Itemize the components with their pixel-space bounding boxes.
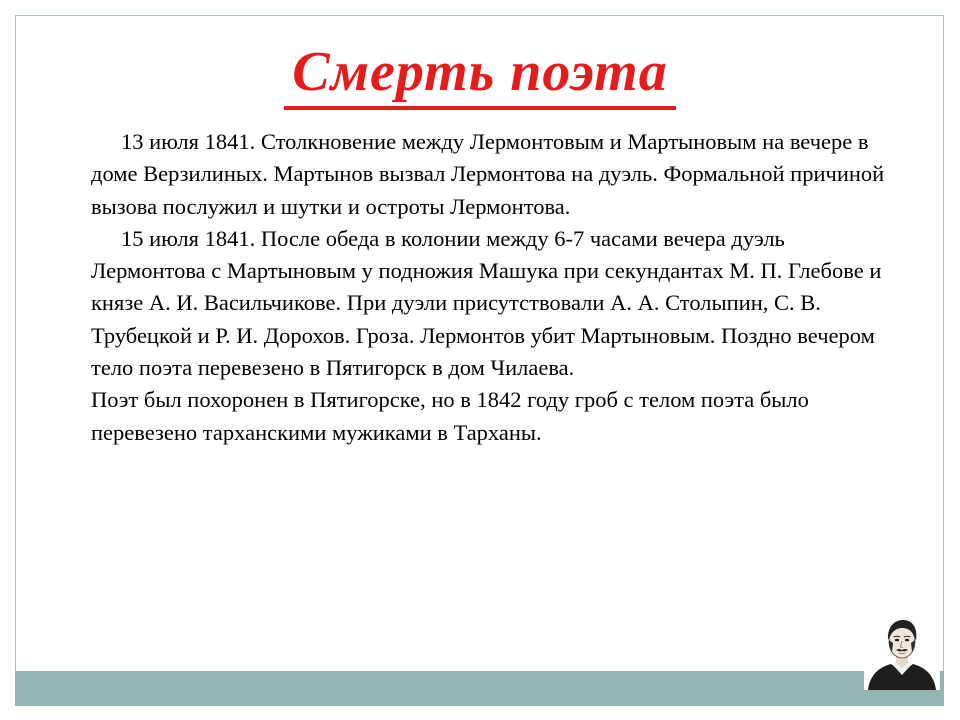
footer-bar: [15, 671, 944, 706]
slide-title: Смерть поэта: [284, 42, 675, 110]
title-container: [0, 42, 960, 110]
lermontov-portrait-icon: [864, 612, 940, 690]
paragraph-duel-challenge: 13 июля 1841. Столкновение между Лермонтовым и Мартыновым на вечере в доме Верзилиных. Мартынов вызвал Лермонтова на дуэль. Формальной причиной вызова послужил и шутки и остроты Лермонтова.: [91, 129, 885, 219]
paragraph-duel-death: 15 июля 1841. После обеда в колонии между 6-7 часами вечера дуэль Лермонтова с Мартыновым у подножия Машука при секундантах М. П. Глебове и князе А. И. Васильчикове. При дуэли присутствовали А. А. Столыпин, С. В. Трубецкой и Р. И. Дорохов. Гроза. Лермонтов убит Мартыновым. Поздно вечером тело поэта перевезено в Пятигорск в дом Чилаева.: [91, 225, 882, 381]
slide-body: [91, 126, 891, 449]
paragraph-burial: Поэт был похоронен в Пятигорске, но в 1842 году гроб с телом поэта было перевезено тарханскими мужиками в Тарханы.: [91, 387, 809, 445]
